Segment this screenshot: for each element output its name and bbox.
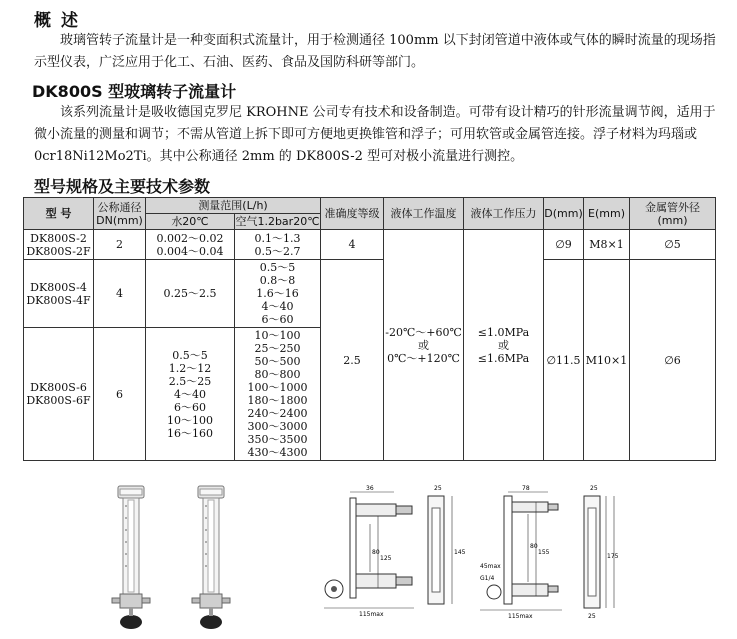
dim-h2-label: 125 [380,555,392,562]
header-tube-od: 金属管外径 (mm) [630,198,716,230]
row-model: DK800S-2 DK800S-2F [24,230,94,260]
dim-right-top-label: 25 [434,485,442,492]
dim-top-label: 36 [366,485,374,492]
row-model: DK800S-6 DK800S-6F [24,328,94,461]
row-od: ∅5 [630,230,716,260]
dim-top-label: 78 [522,485,530,492]
row-accuracy: 4 [321,230,384,260]
overview-paragraph: 玻璃管转子流量计是一种变面积式流量计，用于检测通径 100mm 以下封闭管道中液体或气体的瞬时流量的现场指示型仪表，广泛应用于化工、石油、医药、食品及国防科研等部门。 [34,33,716,70]
row-water: 0.25～2.5 [146,260,235,328]
row-d: ∅9 [544,230,584,260]
spec-table [23,197,716,461]
dim-width-label: 115max [508,613,533,620]
header-range: 测量范围(L/h) [146,198,321,214]
dim-h1-label: 80 [530,543,538,550]
header-air: 空气1.2bar20℃ [235,215,320,228]
row-dn: 4 [94,260,146,328]
liquid-temp-value: -20℃～+60℃ 或 0℃～+120℃ [384,230,464,461]
row-dn: 6 [94,328,146,461]
header-model: 型 号 [24,198,94,230]
row-e: M8×1 [584,230,630,260]
dim-gauge-label: G1/4 [480,575,495,582]
dimension-drawing-2 [478,484,628,628]
row-accuracy: 2.5 [321,260,384,461]
flowmeter-photo-1 [108,484,154,636]
dim-h3-label: 145 [454,549,466,556]
overview-title: 概述 [34,11,88,31]
header-liquid-pressure: 液体工作压力 [464,198,544,230]
dimension-drawing-1 [314,484,464,628]
header-d: D(mm) [544,198,584,230]
dim-bottom-label: 25 [588,613,596,620]
row-od: ∅6 [630,260,716,461]
row-water: 0.5～5 1.2～12 2.5～25 4～40 6～60 10～100 16～160 [146,328,235,461]
model-title: DK800S 型玻璃转子流量计 [32,82,237,101]
row-air: 10～100 25～250 50～500 80～800 100～1000 180～1800 240～2400 300～3000 350～3500 430～4300 [235,328,321,461]
row-dn: 2 [94,230,146,260]
row-air: 0.1～1.3 0.5～2.7 [235,230,321,260]
header-e: E(mm) [584,198,630,230]
dim-tag-label: 45max [480,563,501,570]
dim-h2-label: 155 [538,549,550,556]
dim-h1-label: 80 [372,549,380,556]
row-d: ∅11.5 [544,260,584,461]
header-dn: 公称通径 DN(mm) [94,198,146,230]
flowmeter-photo-2 [188,484,234,636]
dim-h3-label: 175 [607,553,619,560]
header-liquid-temp: 液体工作温度 [384,198,464,230]
spec-title: 型号规格及主要技术参数 [34,177,211,196]
row-model: DK800S-4 DK800S-4F [24,260,94,328]
row-e: M10×1 [584,260,630,461]
header-accuracy: 准确度等级 [321,198,384,230]
dim-right-top-label: 25 [590,485,598,492]
model-paragraph: 该系列流量计是吸收德国克罗尼 KROHNE 公司专有技术和设备制造。可带有设计精巧的针形流量调节阀，适用于微小流量的测量和调节；不需从管道上拆下即可方便地更换锥管和浮子；可用软管或金属管连接。浮子材料为玛瑙或 0cr18Ni12Mo2Ti。其中公称通径 2mm 的 DK800S-2 型可对极小流量进行测控。 [34,105,716,164]
liquid-pressure-value: ≤1.0MPa 或 ≤1.6MPa [464,230,544,461]
row-air: 0.5～5 0.8～8 1.6～16 4～40 6～60 [235,260,321,328]
row-water: 0.002～0.02 0.004～0.04 [146,230,235,260]
header-water: 水20℃ [146,214,235,230]
dim-width-label: 115max [359,611,384,618]
